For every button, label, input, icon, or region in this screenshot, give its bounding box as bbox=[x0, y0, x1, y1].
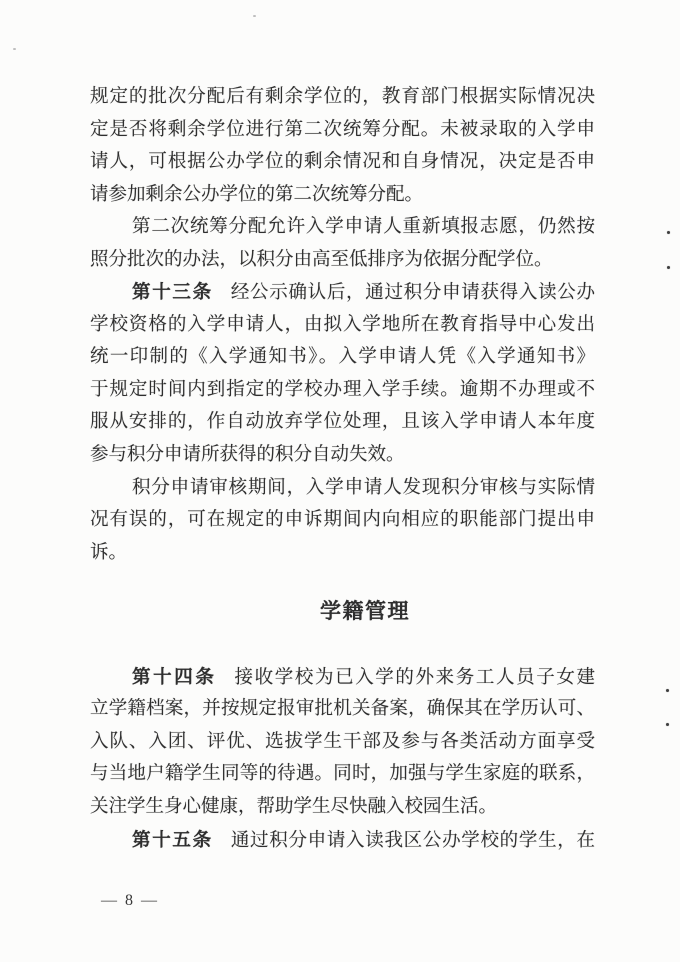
body-text-line: 定是否将剩余学位进行第二次统筹分配。未被录取的入学申 bbox=[90, 119, 595, 140]
section-heading: 学籍管理 bbox=[320, 600, 410, 624]
page-number: — 8 — bbox=[101, 892, 159, 909]
body-text-line: 学校资格的入学申请人，由拟入学地所在教育指导中心发出 bbox=[90, 314, 595, 335]
scan-speck bbox=[667, 231, 670, 234]
body-text: 接收学校为已入学的外来务工人员子女建 bbox=[234, 667, 595, 688]
article-number-15: 第十五条 bbox=[132, 828, 213, 850]
body-text-line: 与当地户籍学生同等的待遇。同时，加强与学生家庭的联系， bbox=[90, 764, 595, 785]
body-text: 通过积分申请入读我区公办学校的学生，在 bbox=[230, 830, 595, 851]
body-text-line: 诉。 bbox=[90, 542, 128, 563]
scan-speck bbox=[667, 266, 670, 269]
body-text-line: 入队、入团、评优、选拔学生干部及参与各类活动方面享受 bbox=[90, 731, 595, 752]
body-text-line: 况有误的，可在规定的申诉期间内向相应的职能部门提出申 bbox=[90, 510, 595, 531]
body-text-line: 规定的批次分配后有剩余学位的，教育部门根据实际情况决 bbox=[90, 87, 595, 107]
scan-speck bbox=[13, 48, 16, 50]
body-text-line: 请人，可根据公办学位的剩余情况和自身情况，决定是否申 bbox=[90, 152, 595, 173]
article-number-13: 第十三条 bbox=[132, 281, 213, 303]
body-text-line bbox=[90, 661, 595, 694]
body-text-line: 照分批次的办法，以积分由高至低排序为依据分配学位。 bbox=[90, 249, 553, 270]
body-text-line: 关注学生身心健康，帮助学生尽快融入校园生活。 bbox=[90, 796, 498, 817]
body-text-line: 于规定时间内到指定的学校办理入学手续。逾期不办理或不 bbox=[90, 379, 595, 400]
body-text-line: 统一印制的《入学通知书》。入学申请人凭《入学通知书》 bbox=[90, 347, 595, 368]
scan-speck bbox=[666, 723, 669, 726]
body-text-line: 立学籍档案，并按规定报审批机关备案，确保其在学历认可、 bbox=[90, 699, 595, 720]
body-text-line: 参与积分申请所获得的积分自动失效。 bbox=[90, 445, 405, 466]
body-text-line bbox=[90, 276, 595, 309]
scan-speck bbox=[666, 689, 669, 692]
article-number-14: 第十四条 bbox=[132, 665, 217, 687]
body-text-line: 第二次统筹分配允许入学申请人重新填报志愿，仍然按 bbox=[132, 217, 595, 238]
body-text-line: 积分申请审核期间，入学申请人发现积分审核与实际情 bbox=[132, 477, 595, 498]
body-text: 经公示确认后，通过积分申请获得入读公办 bbox=[230, 283, 595, 304]
body-text-line bbox=[90, 824, 595, 857]
document-body bbox=[90, 81, 595, 856]
body-text-line: 服从安排的，作自动放弃学位处理，且该入学申请人本年度 bbox=[90, 412, 595, 433]
body-text-line: 请参加剩余公办学位的第二次统筹分配。 bbox=[90, 184, 424, 205]
scan-speck bbox=[253, 15, 256, 17]
